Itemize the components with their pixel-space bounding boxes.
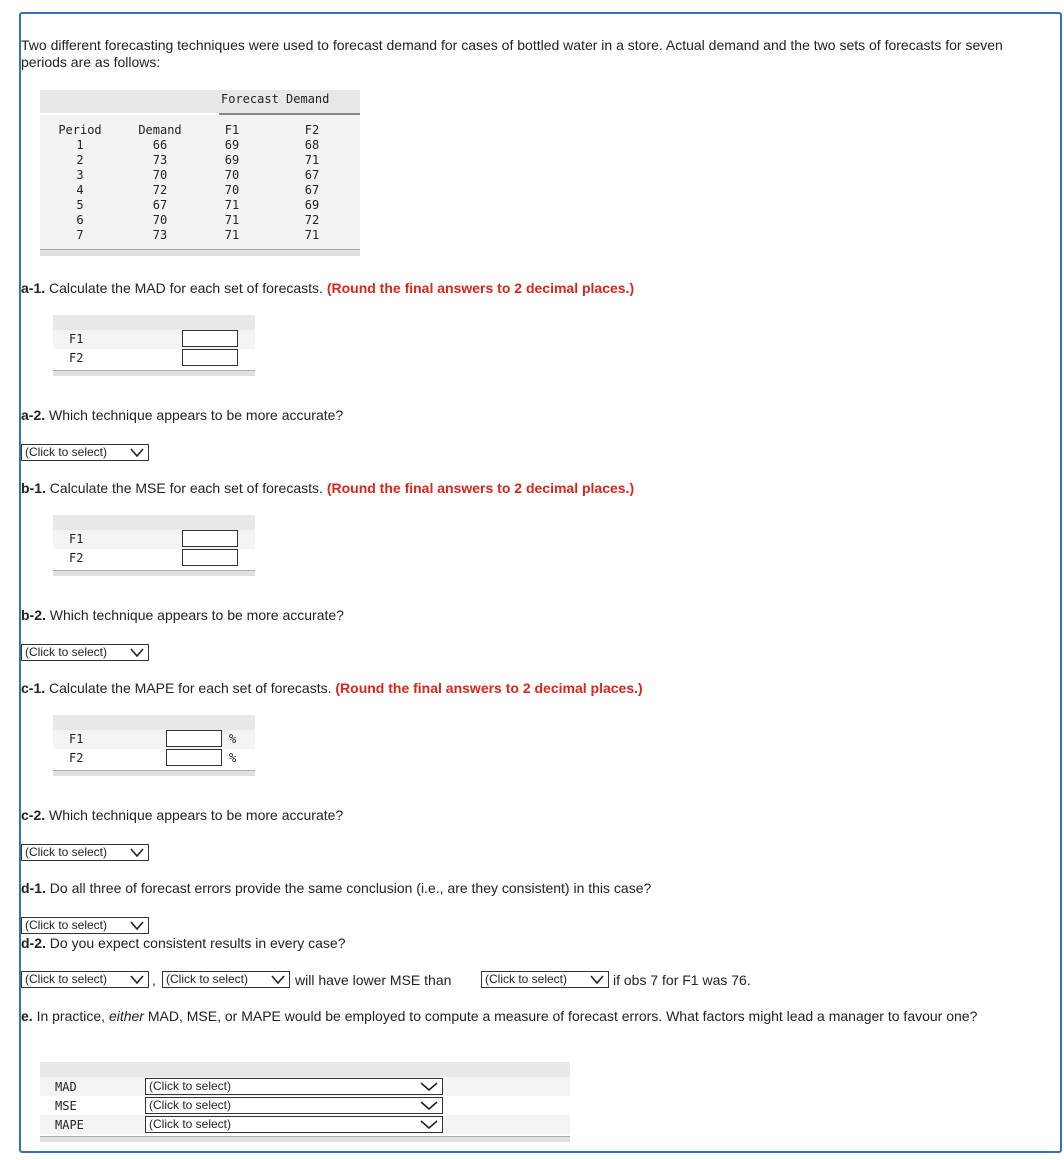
chevron-down-icon <box>420 1101 438 1110</box>
question-b1: b-1. Calculate the MSE for each set of forecasts. (Round the final answers to 2 decimal places.) <box>21 480 635 496</box>
table-cell: 71 <box>304 153 320 167</box>
forecast-demand-header: Forecast Demand <box>221 92 330 106</box>
mad-label: MAD <box>55 1080 77 1094</box>
column-f1 <box>208 123 256 243</box>
table-cell: 72 <box>304 213 320 227</box>
mad-f2-input[interactable] <box>182 349 238 366</box>
mse-factor-select[interactable]: (Click to select) <box>145 1097 443 1114</box>
table-cell: 68 <box>304 138 320 152</box>
chevron-down-icon <box>420 1082 438 1091</box>
table-cell: 5 <box>76 198 84 212</box>
table-cell: 67 <box>152 198 168 212</box>
intro-text: Two different forecasting techniques were used to forecast demand for cases of bottled water in a store. Actual demand and the two sets of forecasts for seven periods are as follows: <box>21 37 1003 70</box>
chevron-down-icon <box>130 648 144 657</box>
demand-table <box>40 90 360 256</box>
table-cell: 67 <box>304 183 320 197</box>
column-period <box>40 123 120 243</box>
d2-select-2[interactable]: (Click to select) <box>162 971 290 988</box>
chevron-down-icon <box>590 975 604 984</box>
mad-factor-select[interactable]: (Click to select) <box>145 1078 443 1095</box>
table-cell: 71 <box>224 213 240 227</box>
table-cell: 1 <box>76 138 84 152</box>
question-d2: d-2. Do you expect consistent results in every case? <box>21 935 346 951</box>
f2-label: F2 <box>69 551 84 565</box>
column-f2 <box>290 123 334 243</box>
chevron-down-icon <box>130 448 144 457</box>
mse-f1-input[interactable] <box>182 530 238 547</box>
table-cell: 70 <box>224 183 240 197</box>
percent-symbol: % <box>229 751 237 765</box>
chevron-down-icon <box>271 975 285 984</box>
mad-answer-table <box>53 315 255 376</box>
mape-answer-table <box>53 715 255 776</box>
factors-table <box>40 1062 570 1142</box>
question-c2: c-2. Which technique appears to be more accurate? <box>21 807 344 823</box>
table-cell: 70 <box>152 168 168 182</box>
table-cell: 70 <box>224 168 240 182</box>
table-cell: 4 <box>76 183 84 197</box>
mape-f2-input[interactable] <box>166 749 222 766</box>
d2-end-text: if obs 7 for F1 was 76. <box>613 972 751 988</box>
table-cell: 73 <box>152 228 168 242</box>
table-cell: 66 <box>152 138 168 152</box>
chevron-down-icon <box>130 848 144 857</box>
c2-select[interactable]: (Click to select) <box>21 844 149 861</box>
table-cell: 67 <box>304 168 320 182</box>
f1-label: F1 <box>69 532 84 546</box>
f2-label: F2 <box>69 751 84 765</box>
d2-select-3[interactable]: (Click to select) <box>481 971 609 988</box>
f1-label: F1 <box>69 332 84 346</box>
mape-label: MAPE <box>55 1118 84 1132</box>
table-cell: 73 <box>152 153 168 167</box>
mape-f1-input[interactable] <box>166 730 222 747</box>
table-cell: 69 <box>224 138 240 152</box>
question-a2: a-2. Which technique appears to be more accurate? <box>21 407 344 423</box>
column-header: Demand <box>138 123 182 137</box>
a2-select[interactable]: (Click to select) <box>21 444 149 461</box>
f1-label: F1 <box>69 732 84 746</box>
d2-mid-text: will have lower MSE than <box>295 972 452 988</box>
comma-text: , <box>152 972 156 988</box>
d1-select[interactable]: (Click to select) <box>21 917 149 934</box>
mse-answer-table <box>53 515 255 576</box>
table-cell: 69 <box>304 198 320 212</box>
mse-label: MSE <box>55 1099 77 1113</box>
table-cell: 72 <box>152 183 168 197</box>
mape-factor-select[interactable]: (Click to select) <box>145 1116 443 1133</box>
b2-select[interactable]: (Click to select) <box>21 644 149 661</box>
table-cell: 2 <box>76 153 84 167</box>
chevron-down-icon <box>130 921 144 930</box>
column-header: F1 <box>224 123 240 137</box>
percent-symbol: % <box>229 732 237 746</box>
column-header: Period <box>58 123 102 137</box>
mad-f1-input[interactable] <box>182 330 238 347</box>
column-header: F2 <box>304 123 320 137</box>
column-demand <box>128 123 192 243</box>
chevron-down-icon <box>420 1120 438 1129</box>
question-c1: c-1. Calculate the MAPE for each set of forecasts. (Round the final answers to 2 decimal places.) <box>21 680 643 696</box>
question-b2: b-2. Which technique appears to be more accurate? <box>21 607 344 623</box>
table-cell: 71 <box>304 228 320 242</box>
d2-select-1[interactable]: (Click to select) <box>21 971 149 988</box>
table-cell: 69 <box>224 153 240 167</box>
mse-f2-input[interactable] <box>182 549 238 566</box>
question-a1: a-1. Calculate the MAD for each set of forecasts. (Round the final answers to 2 decimal places.) <box>21 280 635 296</box>
table-cell: 6 <box>76 213 84 227</box>
f2-label: F2 <box>69 351 84 365</box>
table-cell: 71 <box>224 228 240 242</box>
table-cell: 7 <box>76 228 84 242</box>
question-e: e. In practice, either MAD, MSE, or MAPE would be employed to compute a measure of forecast errors. What factors might lead a manager to favour one? <box>21 1008 978 1024</box>
question-d1: d-1. Do all three of forecast errors provide the same conclusion (i.e., are they consistent) in this case? <box>21 880 652 896</box>
table-cell: 70 <box>152 213 168 227</box>
table-cell: 71 <box>224 198 240 212</box>
table-cell: 3 <box>76 168 84 182</box>
chevron-down-icon <box>130 975 144 984</box>
